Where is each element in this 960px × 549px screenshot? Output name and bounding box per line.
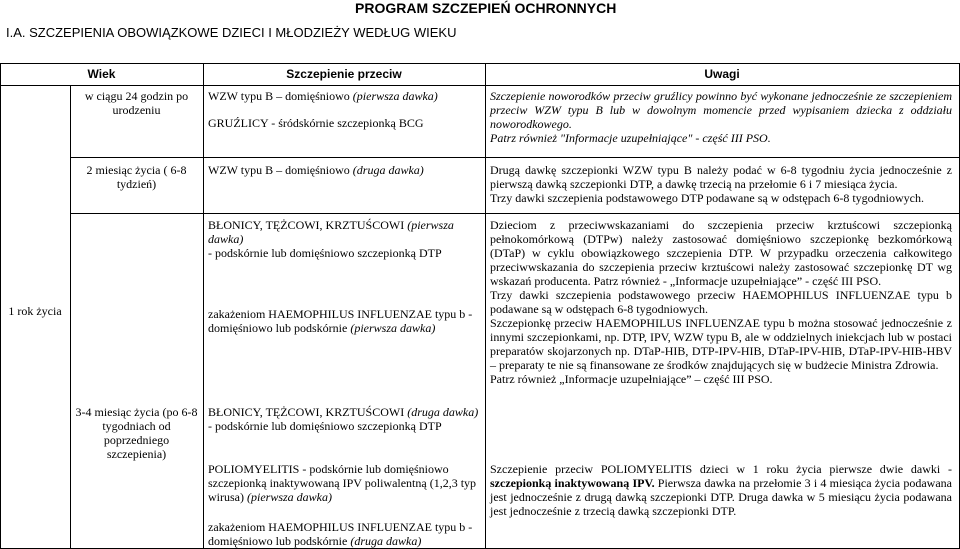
- notes-newborn: [490, 89, 952, 145]
- vaccine-wzw-b-dose1: WZW typu B – domięśniowo (pierwsza dawka): [208, 89, 438, 103]
- header-age: Wiek: [87, 67, 116, 81]
- col-divider-vaccine: [485, 63, 486, 549]
- header-notes: Uwagi: [704, 67, 740, 81]
- col-divider-year: [70, 85, 71, 549]
- note-see-also: Patrz również "Informacje uzupełniające" - część III PSO.: [490, 131, 771, 145]
- note-hib-schedule: Trzy dawki szczepienia podstawowego przeciw HAEMOPHILUS INFLUENZAE typu b podawane są w odstępach 6-8 tygodniowych.: [490, 288, 952, 316]
- age-at-birth: w ciągu 24 godzin po urodzeniu: [84, 89, 189, 117]
- vaccine-dtp-dose1: BŁONICY, TĘŻCOWI, KRZTUŚCOWI (pierwsza dawka) - podskórnie lub domięśniowo szczepionką DTP: [208, 218, 454, 260]
- vaccine-dtp-dose2: BŁONICY, TĘŻCOWI, KRZTUŚCOWI (druga dawka) - podskórnie lub domięśniowo szczepionką DTP: [208, 405, 479, 433]
- year-label: 1 rok życia: [8, 304, 62, 318]
- note-see-also-2: Patrz również „Informacje uzupełniające” – część III PSO.: [490, 372, 773, 386]
- table-top-border: [0, 63, 960, 64]
- notes-dtp-hib: [490, 218, 952, 386]
- vaccine-hib-dose2: zakażeniom HAEMOPHILUS INFLUENZAE typu b - domięśniowo lub podskórnie (druga dawka): [208, 520, 473, 548]
- note-dtap: Dzieciom z przeciwwskazaniami do szczepienia przeciw krztuścowi szczepionką pełnokomórkową (DTPw) należy zastosować domięśniowo szczepionkę bezkomórkową (DTaP) w cyklu obowiązkowego szczepienia DTP. W przypadku orzeczenia całkowitego przeciwwskazania do szczepienia przeciw krztuścowi należy zastosować szczepionkę DT wg wskazań producenta. Patrz również - „Informacje uzupełniające” - część III PSO.: [490, 218, 952, 288]
- vaccine-wzw-b-dose2: WZW typu B – domięśniowo (druga dawka): [208, 163, 424, 177]
- age-2-months: 2 miesiąc życia ( 6-8 tydzień): [86, 163, 187, 191]
- notes-polio: Szczepienie przeciw POLIOMYELITIS dzieci w 1 roku życia pierwsze dwie dawki - szczepionką inaktywowaną IPV. Pierwsza dawka na przełomie 3 i 4 miesiąca życia podawana jest jednocześnie z drugą dawką szczepionki DTP. Druga dawka w 5 miesiącu życia podawana jest jednocześnie z trzecią dawką szczepionki DTP.: [490, 462, 952, 518]
- header-bottom-border: [0, 85, 960, 86]
- age-3-4-months: 3-4 miesiąc życia (po 6-8 tygodniach od poprzedniego szczepienia): [75, 405, 198, 461]
- document-title: PROGRAM SZCZEPIEŃ OCHRONNYCH: [355, 0, 617, 16]
- vaccine-hib-dose1: zakażeniom HAEMOPHILUS INFLUENZAE typu b - domięśniowo lub podskórnie (pierwsza dawka): [208, 307, 473, 335]
- vaccine-ipv-dose1: POLIOMYELITIS - podskórnie lub domięśniowo szczepionką inaktywowaną IPV poliwalentną (1,2,3 typ wirusa) (pierwsza dawka): [208, 462, 477, 504]
- note-hib-combined: Szczepionkę przeciw HAEMOPHILUS INFLUENZAE typu b można stosować jednocześnie z innymi szczepionkami, np. DTP, IPV, WZW typu B, ale w oddzielnych iniekcjach lub w postaci preparatów skojarzonych np. DTaP-HIB, DTP-IPV-HIB, DTaP-IPV-HIB, DTaP-IPV-HIB-HBV – preparaty te nie są finansowane ze środków znajdujących się w budżecie Ministra Zdrowia.: [490, 316, 952, 372]
- notes-2-months: [490, 163, 952, 205]
- col-divider-age: [203, 63, 204, 549]
- header-vaccine: Szczepienie przeciw: [286, 67, 402, 81]
- note-tb-newborn: Szczepienie noworodków przeciw gruźlicy powinno być wykonane jednocześnie ze szczepieniem przeciw WZW typu B lub w dowolnym momencie przed wypisaniem dziecka z oddziału noworodkowego.: [490, 89, 952, 131]
- section-title: I.A. SZCZEPIENIA OBOWIĄZKOWE DZIECI I MŁODZIEŻY WEDŁUG WIEKU: [6, 25, 457, 40]
- note-wzw-b-dose2: Drugą dawkę szczepionki WZW typu B należy podać w 6-8 tygodniu życia jednocześnie z pierwszą dawką szczepionki DTP, a dawkę trzecią na przełomie 6 i 7 miesiąca życia.: [490, 163, 952, 191]
- vaccine-bcg: GRUŹLICY - śródskórnie szczepionką BCG: [208, 116, 424, 130]
- note-dtp-schedule: Trzy dawki szczepienia podstawowego DTP podawane są w odstępach 6-8 tygodniowych.: [490, 191, 925, 205]
